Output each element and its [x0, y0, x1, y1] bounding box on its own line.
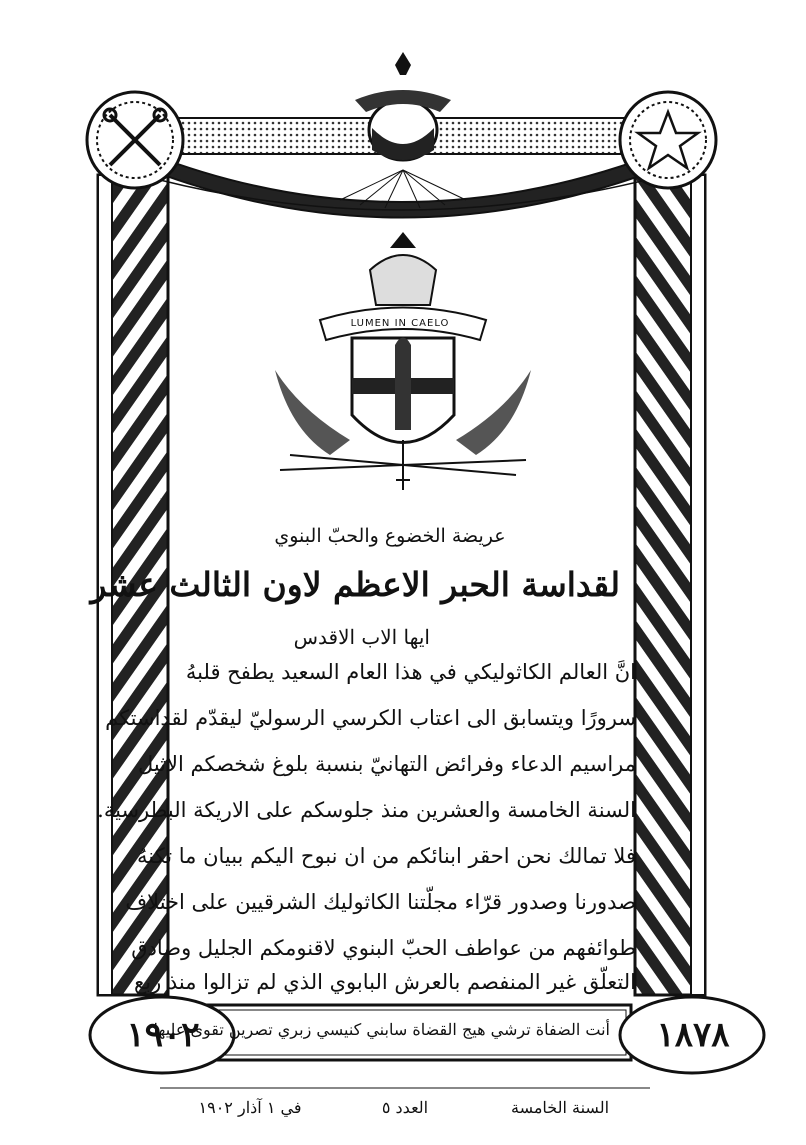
petition-subtitle: عريضة الخضوع والحبّ البنوي [274, 525, 506, 547]
coat-of-arms-motto: LUMEN IN CAELO [350, 318, 450, 329]
banner-inscription: أنت الضفاة ترشي هيج القضاة سابني كنيسي زبري تصرين تقوى عليها [153, 1020, 610, 1039]
right-pillar [635, 175, 705, 995]
papal-coat-of-arms [275, 232, 531, 490]
body-line: السنة الخامسة والعشرين منذ جلوسكم على الاريكة البطرسية. [97, 798, 636, 822]
body-line: صدورنا وصدور قرّاء مجلّتنا الكاثوليك الشرقيين على اختلاف [125, 890, 636, 914]
crossed-keys-medallion [87, 92, 183, 188]
issue-number: العدد ٥ [381, 1098, 429, 1117]
body-line: مراسيم الدعاء وفرائض التهانيّ بنسبة بلوغ شخصكم الاثيل [137, 752, 636, 776]
body-line: انَّ العالم الكاثوليكي في هذا العام السعيد يطفح قلبهُ [185, 660, 636, 684]
body-line: فلا تمالك نحن احقر ابنائكم من ان نبوح اليكم ببيان ما تكنهُ [137, 844, 636, 868]
star-medallion [620, 92, 716, 188]
issue-date: في ١ آذار ١٩٠٢ [198, 1098, 302, 1117]
body-line: سرورًا ويتسابق الى اعتاب الكرسي الرسوليّ ليقدّم لقداستكم [105, 706, 636, 730]
greeting: ايها الاب الاقدس [293, 625, 430, 649]
petition-title: لقداسة الحبر الاعظم لاون الثالث عشر [90, 565, 620, 604]
year-end: ١٩٠٢ [126, 1015, 200, 1055]
body-line: التعلّق غير المنفصم بالعرش البابوي الذي لم تزالوا منذ ربع [134, 970, 636, 994]
body-line: طوائفهم من عواطف الحبّ البنوي لاقنومكم الجليل وصادق [131, 936, 636, 960]
year-start: ١٨٧٨ [656, 1015, 730, 1055]
volume-year: السنة الخامسة [510, 1098, 610, 1117]
